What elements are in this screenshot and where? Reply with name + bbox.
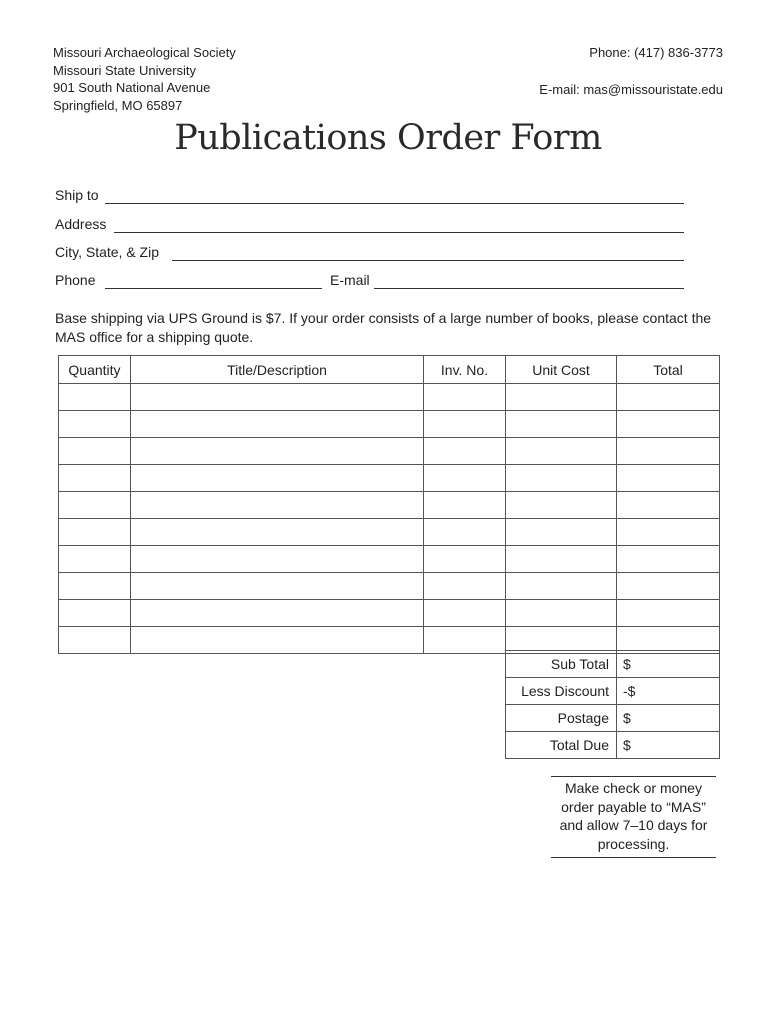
table-row (59, 573, 720, 600)
quantity-cell[interactable] (59, 519, 131, 546)
discount-row (506, 678, 720, 705)
phone-label: Phone (55, 272, 96, 288)
total-cell[interactable] (617, 465, 720, 492)
title-cell[interactable] (131, 519, 424, 546)
total-due-label: Total Due (506, 732, 617, 759)
table-row (59, 411, 720, 438)
subtotal-label: Sub Total (506, 651, 617, 678)
inv-no-cell[interactable] (424, 492, 506, 519)
postage-row (506, 705, 720, 732)
column-header-quantity: Quantity (59, 356, 131, 384)
email-field[interactable] (374, 288, 684, 289)
city-state-zip-label: City, State, & Zip (55, 244, 159, 260)
org-university: Missouri State University (53, 62, 197, 78)
address-label: Address (55, 216, 107, 232)
postage-label: Postage (506, 705, 617, 732)
total-cell[interactable] (617, 546, 720, 573)
unit-cost-cell[interactable] (506, 465, 617, 492)
total-due-row (506, 732, 720, 759)
email-label: E-mail (330, 272, 370, 288)
order-rows (59, 384, 720, 654)
total-cell[interactable] (617, 573, 720, 600)
discount-field[interactable]: -$ (617, 678, 720, 705)
ship-to-field[interactable] (105, 203, 684, 204)
table-row (59, 465, 720, 492)
discount-label: Less Discount (506, 678, 617, 705)
inv-no-cell[interactable] (424, 411, 506, 438)
org-address (53, 44, 236, 114)
quantity-cell[interactable] (59, 573, 131, 600)
title-cell[interactable] (131, 465, 424, 492)
column-header-unit-cost: Unit Cost (506, 356, 617, 384)
table-row (59, 600, 720, 627)
total-cell[interactable] (617, 492, 720, 519)
phone-field[interactable] (105, 288, 322, 289)
table-row (59, 546, 720, 573)
column-header-title: Title/Description (131, 356, 424, 384)
order-table (58, 355, 720, 654)
quantity-cell[interactable] (59, 627, 131, 654)
inv-no-cell[interactable] (424, 519, 506, 546)
ship-to-label: Ship to (55, 187, 99, 203)
inv-no-cell[interactable] (424, 465, 506, 492)
table-row (59, 492, 720, 519)
subtotal-row (506, 651, 720, 678)
table-row (59, 384, 720, 411)
city-state-zip-field[interactable] (172, 260, 684, 261)
total-cell[interactable] (617, 600, 720, 627)
unit-cost-cell[interactable] (506, 438, 617, 465)
quantity-cell[interactable] (59, 546, 131, 573)
inv-no-cell[interactable] (424, 438, 506, 465)
inv-no-cell[interactable] (424, 627, 506, 654)
subtotal-field[interactable]: $ (617, 651, 720, 678)
total-cell[interactable] (617, 384, 720, 411)
unit-cost-cell[interactable] (506, 519, 617, 546)
title-cell[interactable] (131, 546, 424, 573)
unit-cost-cell[interactable] (506, 384, 617, 411)
quantity-cell[interactable] (59, 438, 131, 465)
unit-cost-cell[interactable] (506, 492, 617, 519)
title-cell[interactable] (131, 573, 424, 600)
table-row (59, 519, 720, 546)
unit-cost-cell[interactable] (506, 546, 617, 573)
org-name: Missouri Archaeological Society (53, 45, 236, 60)
quantity-cell[interactable] (59, 492, 131, 519)
column-header-inv-no: Inv. No. (424, 356, 506, 384)
title-cell[interactable] (131, 492, 424, 519)
quantity-cell[interactable] (59, 411, 131, 438)
total-due-field[interactable]: $ (617, 732, 720, 759)
title-cell[interactable] (131, 384, 424, 411)
org-city: Springfield, MO 65897 (53, 97, 183, 113)
total-cell[interactable] (617, 438, 720, 465)
quantity-cell[interactable] (59, 600, 131, 627)
unit-cost-cell[interactable] (506, 600, 617, 627)
inv-no-cell[interactable] (424, 573, 506, 600)
unit-cost-cell[interactable] (506, 411, 617, 438)
page-title: Publications Order Form (174, 118, 602, 158)
quantity-cell[interactable] (59, 465, 131, 492)
total-cell[interactable] (617, 411, 720, 438)
postage-field[interactable]: $ (617, 705, 720, 732)
title-cell[interactable] (131, 600, 424, 627)
unit-cost-cell[interactable] (506, 573, 617, 600)
quantity-cell[interactable] (59, 384, 131, 411)
org-email: E-mail: mas@missouristate.edu (539, 82, 723, 97)
title-cell[interactable] (131, 627, 424, 654)
inv-no-cell[interactable] (424, 384, 506, 411)
title-cell[interactable] (131, 411, 424, 438)
totals-table (505, 650, 720, 759)
inv-no-cell[interactable] (424, 546, 506, 573)
column-header-total: Total (617, 356, 720, 384)
inv-no-cell[interactable] (424, 600, 506, 627)
address-field[interactable] (114, 232, 684, 233)
table-header-row (59, 356, 720, 384)
payment-note: Make check or money order payable to “MAS” and allow 7–10 days for processing. (551, 776, 716, 858)
org-street: 901 South National Avenue (53, 80, 211, 95)
shipping-notice: Base shipping via UPS Ground is $7. If your order consists of a large number of books, please contact the MAS office for a shipping quote. (55, 310, 712, 345)
table-row (59, 438, 720, 465)
org-phone: Phone: (417) 836-3773 (589, 45, 723, 60)
title-cell[interactable] (131, 438, 424, 465)
total-cell[interactable] (617, 519, 720, 546)
